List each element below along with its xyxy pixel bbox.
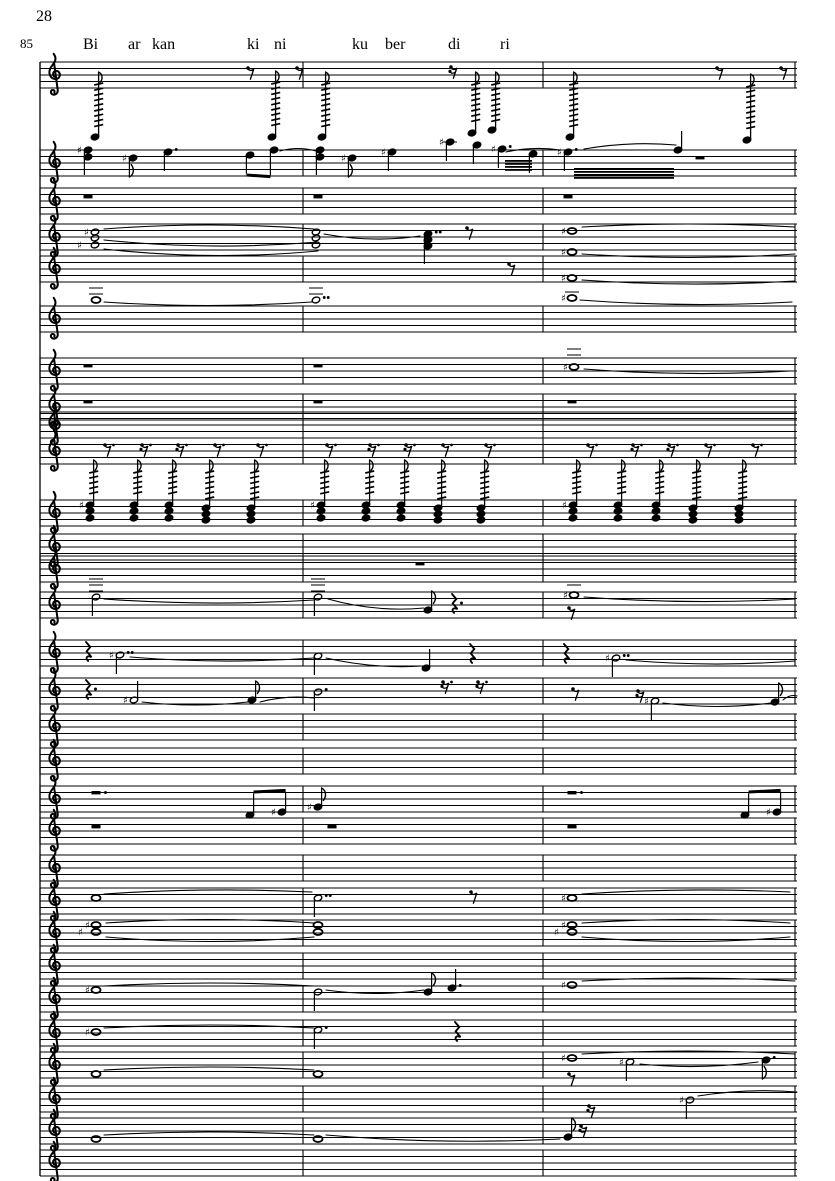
treble-clef-icon	[49, 298, 59, 339]
svg-text:♯: ♯	[561, 893, 566, 905]
svg-text:♯: ♯	[77, 240, 82, 252]
svg-text:♯: ♯	[561, 226, 566, 238]
svg-text:♯: ♯	[766, 807, 771, 819]
svg-text:♯: ♯	[341, 153, 346, 165]
svg-text:♯: ♯	[307, 802, 312, 814]
svg-text:♯: ♯	[562, 500, 567, 512]
svg-text:♯: ♯	[561, 293, 566, 305]
treble-clef-icon	[49, 632, 59, 673]
treble-clef-icon	[49, 584, 59, 625]
svg-text:♯: ♯	[561, 247, 566, 259]
lyric-syllable: Bi	[83, 36, 99, 53]
svg-text:♯: ♯	[561, 1053, 566, 1065]
svg-text:♯: ♯	[561, 980, 566, 992]
svg-text:♯: ♯	[561, 920, 566, 932]
lyric-syllable: di	[448, 36, 461, 53]
svg-text:♯: ♯	[84, 227, 89, 239]
svg-text:♯: ♯	[491, 144, 496, 156]
lyric-syllable: kan	[152, 36, 176, 53]
treble-clef-icon	[49, 180, 59, 221]
page-number: 28	[36, 8, 52, 25]
svg-text:♯: ♯	[679, 1095, 684, 1107]
svg-text:♯: ♯	[85, 1027, 90, 1039]
svg-text:♯: ♯	[619, 1057, 624, 1069]
lyric-syllable: ni	[274, 36, 287, 53]
svg-text:♯: ♯	[123, 695, 128, 707]
treble-clef-icon	[49, 670, 59, 711]
bar-number: 85	[20, 36, 33, 51]
treble-clef-icon	[49, 54, 59, 95]
treble-clef-icon	[49, 142, 59, 183]
svg-text:♯: ♯	[310, 500, 315, 512]
treble-clef-icon	[49, 430, 59, 471]
svg-text:♯: ♯	[439, 137, 444, 149]
svg-text:♯: ♯	[605, 653, 610, 665]
svg-text:♯: ♯	[563, 362, 568, 374]
svg-text:♯: ♯	[77, 145, 82, 157]
svg-text:♯: ♯	[85, 985, 90, 997]
svg-text:♯: ♯	[561, 273, 566, 285]
svg-text:♯: ♯	[85, 920, 90, 932]
treble-clef-icon	[49, 350, 59, 391]
svg-text:♯: ♯	[557, 147, 562, 159]
treble-clef-icon	[49, 548, 59, 589]
svg-text:♯: ♯	[554, 927, 559, 939]
lyric-syllable: ki	[247, 36, 260, 53]
svg-text:♯: ♯	[381, 147, 386, 159]
lyric-syllable: ku	[352, 36, 368, 53]
svg-text:♯: ♯	[644, 696, 649, 708]
svg-text:♯: ♯	[563, 590, 568, 602]
svg-text:♯: ♯	[122, 153, 127, 165]
svg-text:♯: ♯	[78, 927, 83, 939]
lyric-syllable: ri	[500, 36, 510, 53]
svg-text:♯: ♯	[79, 500, 84, 512]
lyric-syllable: ar	[128, 36, 141, 53]
svg-text:♯: ♯	[271, 807, 276, 819]
svg-text:♯: ♯	[109, 650, 114, 662]
lyric-syllable: ber	[385, 36, 406, 53]
